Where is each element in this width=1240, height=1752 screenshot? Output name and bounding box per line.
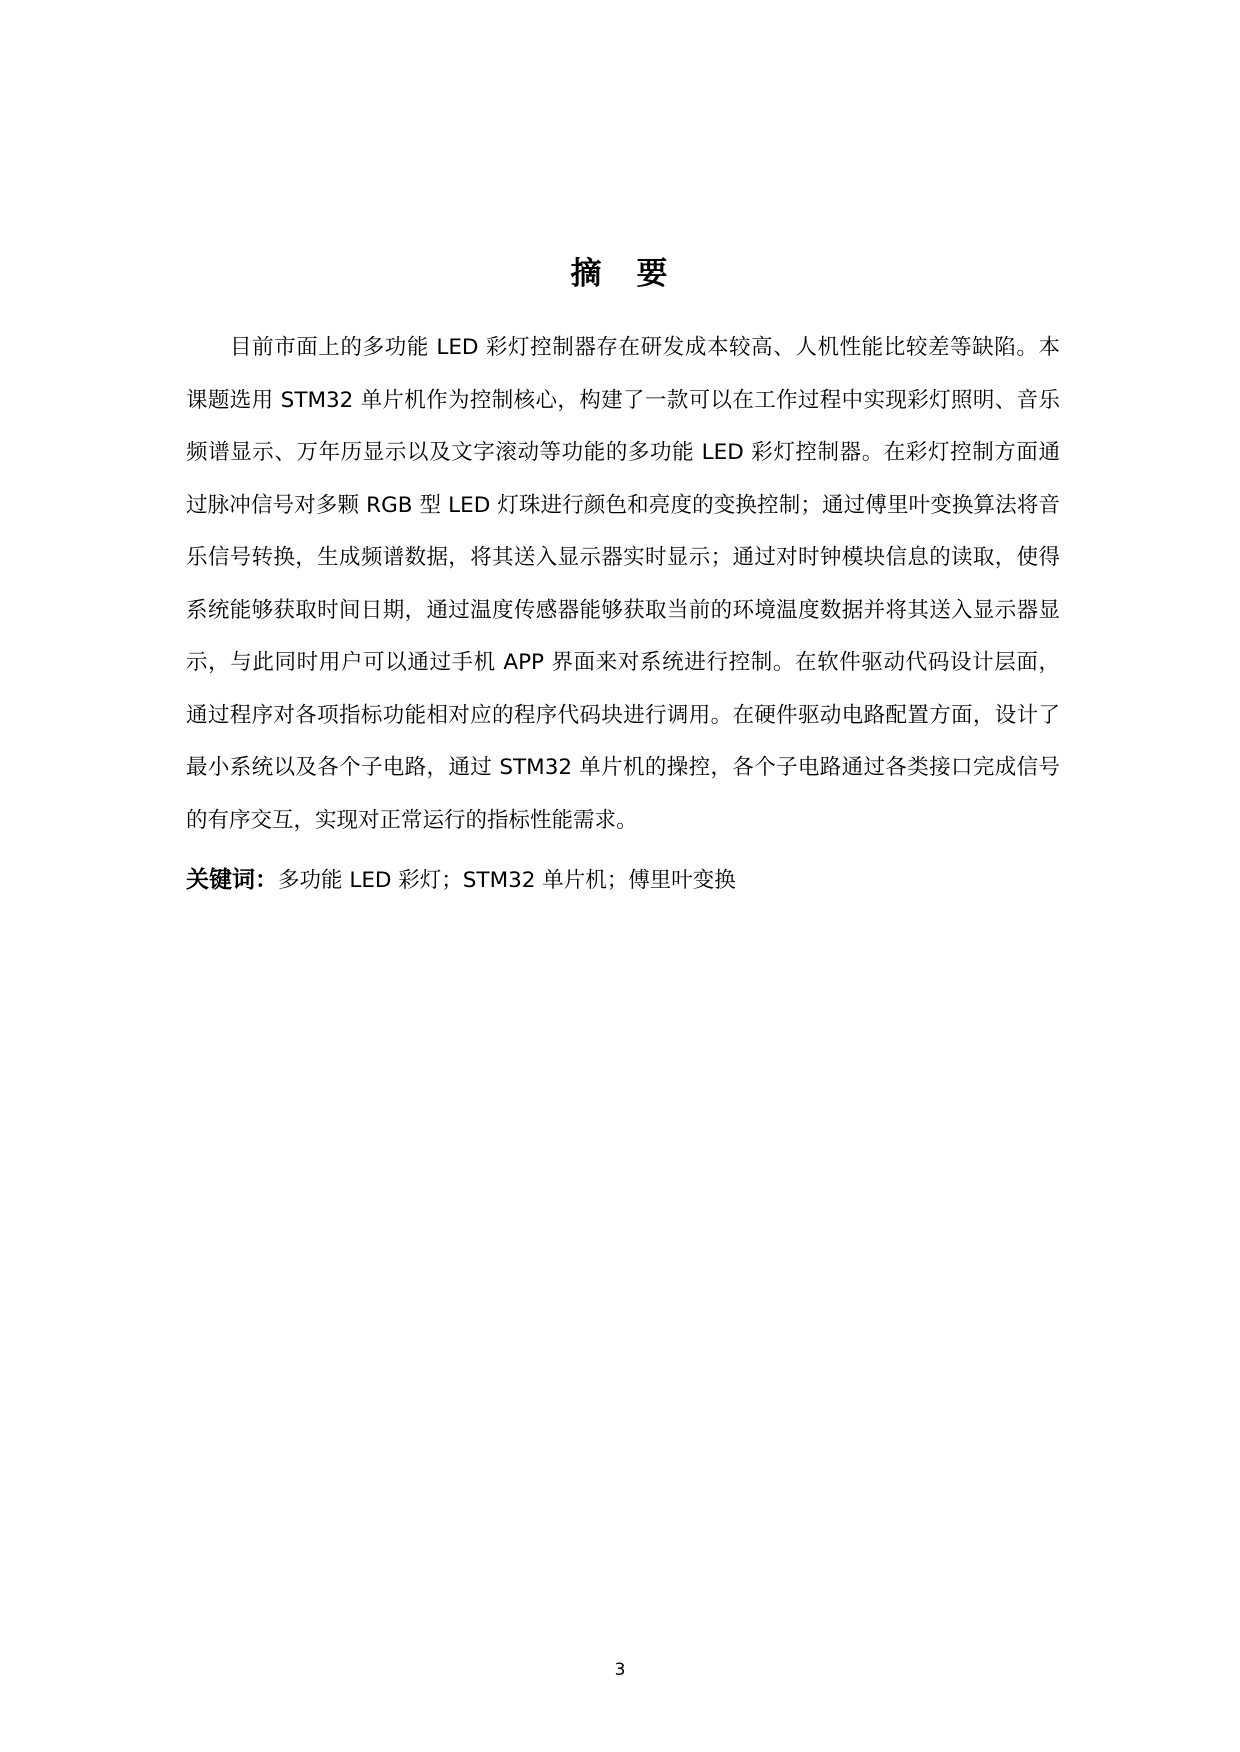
abstract-line: 的有序交互，实现对正常运行的指标性能需求。 bbox=[186, 807, 638, 833]
abstract-line: 频谱显示、万年历显示以及文字滚动等功能的多功能 LED 彩灯控制器。在彩灯控制方面通 bbox=[186, 440, 1060, 465]
page-title: 摘 要 bbox=[570, 256, 670, 292]
abstract-line: 过脉冲信号对多颗 RGB 型 LED 灯珠进行颜色和亮度的变换控制；通过傅里叶变换算法将音 bbox=[186, 492, 1060, 518]
abstract-body bbox=[186, 330, 1060, 855]
abstract-line: 通过程序对各项指标功能相对应的程序代码块进行调用。在硬件驱动电路配置方面，设计了 bbox=[186, 702, 1060, 728]
abstract-line: 示，与此同时用户可以通过手机 APP 界面来对系统进行控制。在软件驱动代码设计层面， bbox=[186, 650, 1060, 675]
keywords bbox=[186, 862, 736, 899]
abstract-line: 乐信号转换，生成频谱数据，将其送入显示器实时显示；通过对时钟模块信息的读取，使得 bbox=[186, 545, 1060, 570]
keywords-label: 关键词： bbox=[186, 867, 278, 893]
abstract-line: 系统能够获取时间日期，通过温度传感器能够获取当前的环境温度数据并将其送入显示器显 bbox=[186, 597, 1060, 623]
abstract-line: 课题选用 STM32 单片机作为控制核心，构建了一款可以在工作过程中实现彩灯照明、音乐 bbox=[186, 387, 1060, 413]
abstract-line: 最小系统以及各个子电路，通过 STM32 单片机的操控，各个子电路通过各类接口完成信号 bbox=[186, 755, 1060, 780]
page-number: 3 bbox=[614, 1660, 626, 1680]
keywords-value: 多功能 LED 彩灯；STM32 单片机；傅里叶变换 bbox=[278, 868, 736, 893]
abstract-line: 目前市面上的多功能 LED 彩灯控制器存在研发成本较高、人机性能比较差等缺陷。本 bbox=[230, 335, 1060, 360]
